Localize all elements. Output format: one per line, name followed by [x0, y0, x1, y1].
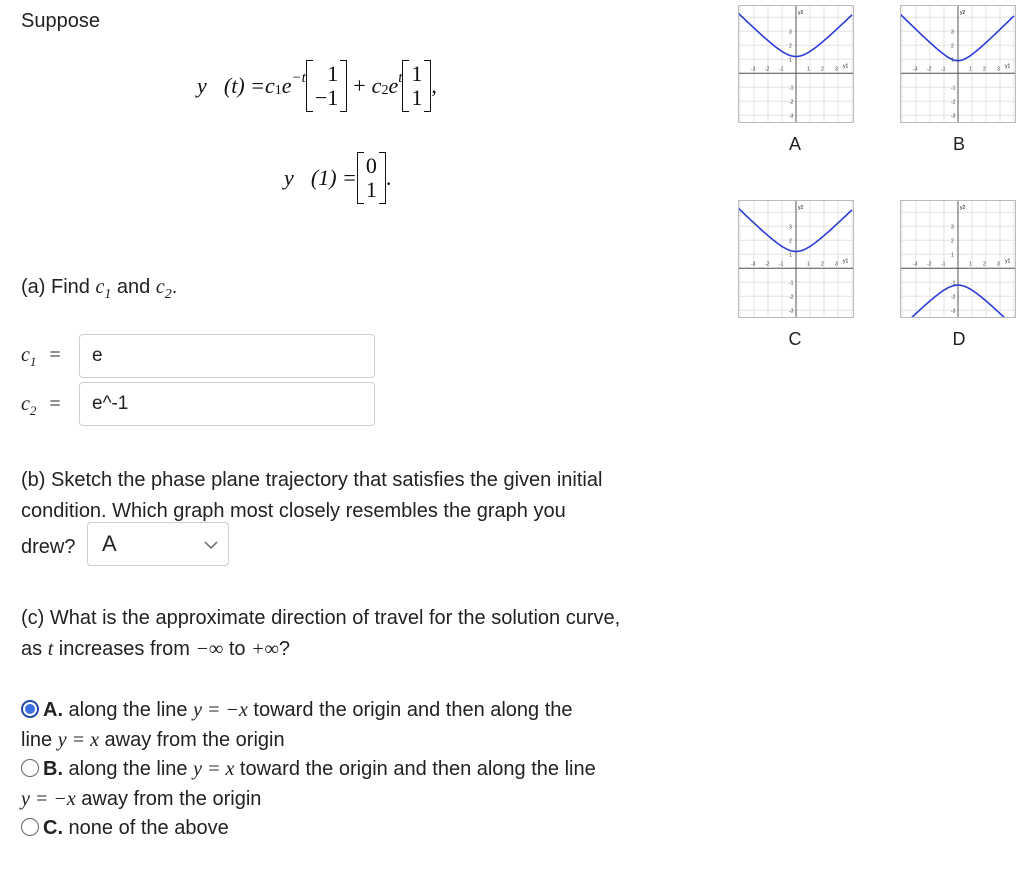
x-axis-name: y1 [1005, 63, 1011, 70]
chevron-down-icon [204, 540, 218, 550]
y-axis-name: y2 [960, 10, 966, 16]
y-tick-label: -2 [951, 294, 956, 301]
y-tick-label: 1 [789, 57, 792, 64]
y-axis-name: y2 [960, 205, 966, 211]
intro-text: Suppose [21, 10, 100, 32]
y-tick-label: 1 [951, 252, 954, 259]
y-tick-label: -1 [789, 85, 794, 92]
y-tick-label: -1 [789, 280, 794, 287]
y-tick-label: -1 [951, 85, 956, 92]
x-tick-label: 2 [983, 66, 986, 73]
x-tick-label: -1 [779, 261, 784, 268]
x-tick-label: -3 [751, 261, 756, 268]
c2-label: $c_2$ = [21, 393, 61, 418]
x-tick-label: -1 [941, 66, 946, 73]
equation-lhs: y⃗(t) = [197, 73, 265, 98]
graph-label-c: C [788, 329, 802, 349]
y-tick-label: -2 [789, 99, 794, 106]
c1-input[interactable]: e [79, 334, 375, 378]
y-tick-label: 1 [951, 57, 954, 64]
graph-d [900, 200, 1016, 318]
x-tick-label: -3 [913, 66, 918, 73]
vector-1: 1 −1 [306, 60, 347, 112]
initial-condition-equation: y⃗(1) = 0 1 . [284, 153, 392, 202]
x-axis-name: y1 [843, 63, 849, 70]
graph-c-plot [739, 201, 853, 317]
y-tick-label: 3 [789, 224, 792, 231]
y-tick-label: 2 [951, 43, 954, 50]
y-tick-label: -1 [951, 280, 956, 287]
graph-d-plot [901, 201, 1015, 317]
part-c-prompt: (c) What is the approximate direction of travel for the solution curve, as t increases from −∞ to +∞? [21, 607, 621, 660]
x-tick-label: -1 [941, 261, 946, 268]
x-axis-name: y1 [843, 258, 849, 265]
x-tick-label: -2 [765, 261, 770, 268]
y-tick-label: 2 [951, 238, 954, 245]
y-tick-label: -3 [951, 308, 956, 315]
c1-label: $c_1$ = [21, 344, 61, 369]
y-tick-label: -3 [789, 308, 794, 315]
part-b-prompt: (b) Sketch the phase plane trajectory that satisfies the given initial condition. Which graph most closely resembles the graph you drew? [21, 469, 603, 558]
y-tick-label: -3 [789, 113, 794, 120]
exp-base: e [281, 73, 292, 98]
graph-a-plot [739, 6, 853, 122]
x-tick-label: 3 [835, 66, 838, 73]
y-tick-label: 3 [951, 29, 954, 36]
x-tick-label: 1 [969, 66, 972, 73]
graph-b-plot [901, 6, 1015, 122]
part-a-prompt: (a) Find $c_1$ and $c_2$. [21, 276, 178, 302]
general-solution-equation: y⃗(t) = c 1 e $^{-t}$ 1 −1 + c 2 e $^t$ 1 1 , [197, 61, 437, 110]
initial-vector: 0 1 [357, 152, 386, 204]
x-tick-label: -1 [779, 66, 784, 73]
graph-select[interactable]: A [87, 522, 229, 566]
graph-b [900, 5, 1016, 123]
c2-symbol: c [371, 73, 382, 98]
x-axis-name: y1 [1005, 258, 1011, 265]
x-tick-label: 2 [821, 261, 824, 268]
y-tick-label: -2 [951, 99, 956, 106]
x-tick-label: 3 [835, 261, 838, 268]
c1-symbol: c [265, 73, 275, 98]
graph-label-b: B [952, 134, 965, 154]
x-tick-label: -2 [927, 261, 932, 268]
x-tick-label: 1 [807, 261, 810, 268]
x-tick-label: 3 [997, 261, 1000, 268]
x-tick-label: 2 [983, 261, 986, 268]
graph-label-a: A [788, 134, 801, 154]
option-c[interactable]: C. none of the above [21, 814, 229, 844]
y-tick-label: 2 [789, 43, 792, 50]
radio-option-a[interactable] [21, 700, 39, 718]
x-tick-label: 2 [821, 66, 824, 73]
x-tick-label: -2 [765, 66, 770, 73]
graph-a [738, 5, 854, 123]
y-tick-label: 1 [789, 252, 792, 259]
x-tick-label: -3 [751, 66, 756, 73]
y-axis-name: y2 [798, 10, 804, 16]
y-tick-label: 2 [789, 238, 792, 245]
vector-2: 1 1 [402, 60, 431, 112]
y-tick-label: 3 [951, 224, 954, 231]
x-tick-label: -2 [927, 66, 932, 73]
radio-option-b[interactable] [21, 759, 39, 777]
option-b[interactable]: B. along the line y = x toward the origin and then along the line y = −x away from the origin [21, 758, 596, 810]
c2-input[interactable]: e^-1 [79, 382, 375, 426]
graph-label-d: D [952, 329, 966, 349]
option-a[interactable]: A. along the line y = −x toward the origin and then along the line y = x away from the origin [21, 699, 573, 751]
y-tick-label: 3 [789, 29, 792, 36]
radio-option-c[interactable] [21, 818, 39, 836]
graph-c [738, 200, 854, 318]
y-tick-label: -3 [951, 113, 956, 120]
y-tick-label: -2 [789, 294, 794, 301]
x-tick-label: 1 [969, 261, 972, 268]
x-tick-label: 3 [997, 66, 1000, 73]
x-tick-label: -3 [913, 261, 918, 268]
x-tick-label: 1 [807, 66, 810, 73]
y-axis-name: y2 [798, 205, 804, 211]
